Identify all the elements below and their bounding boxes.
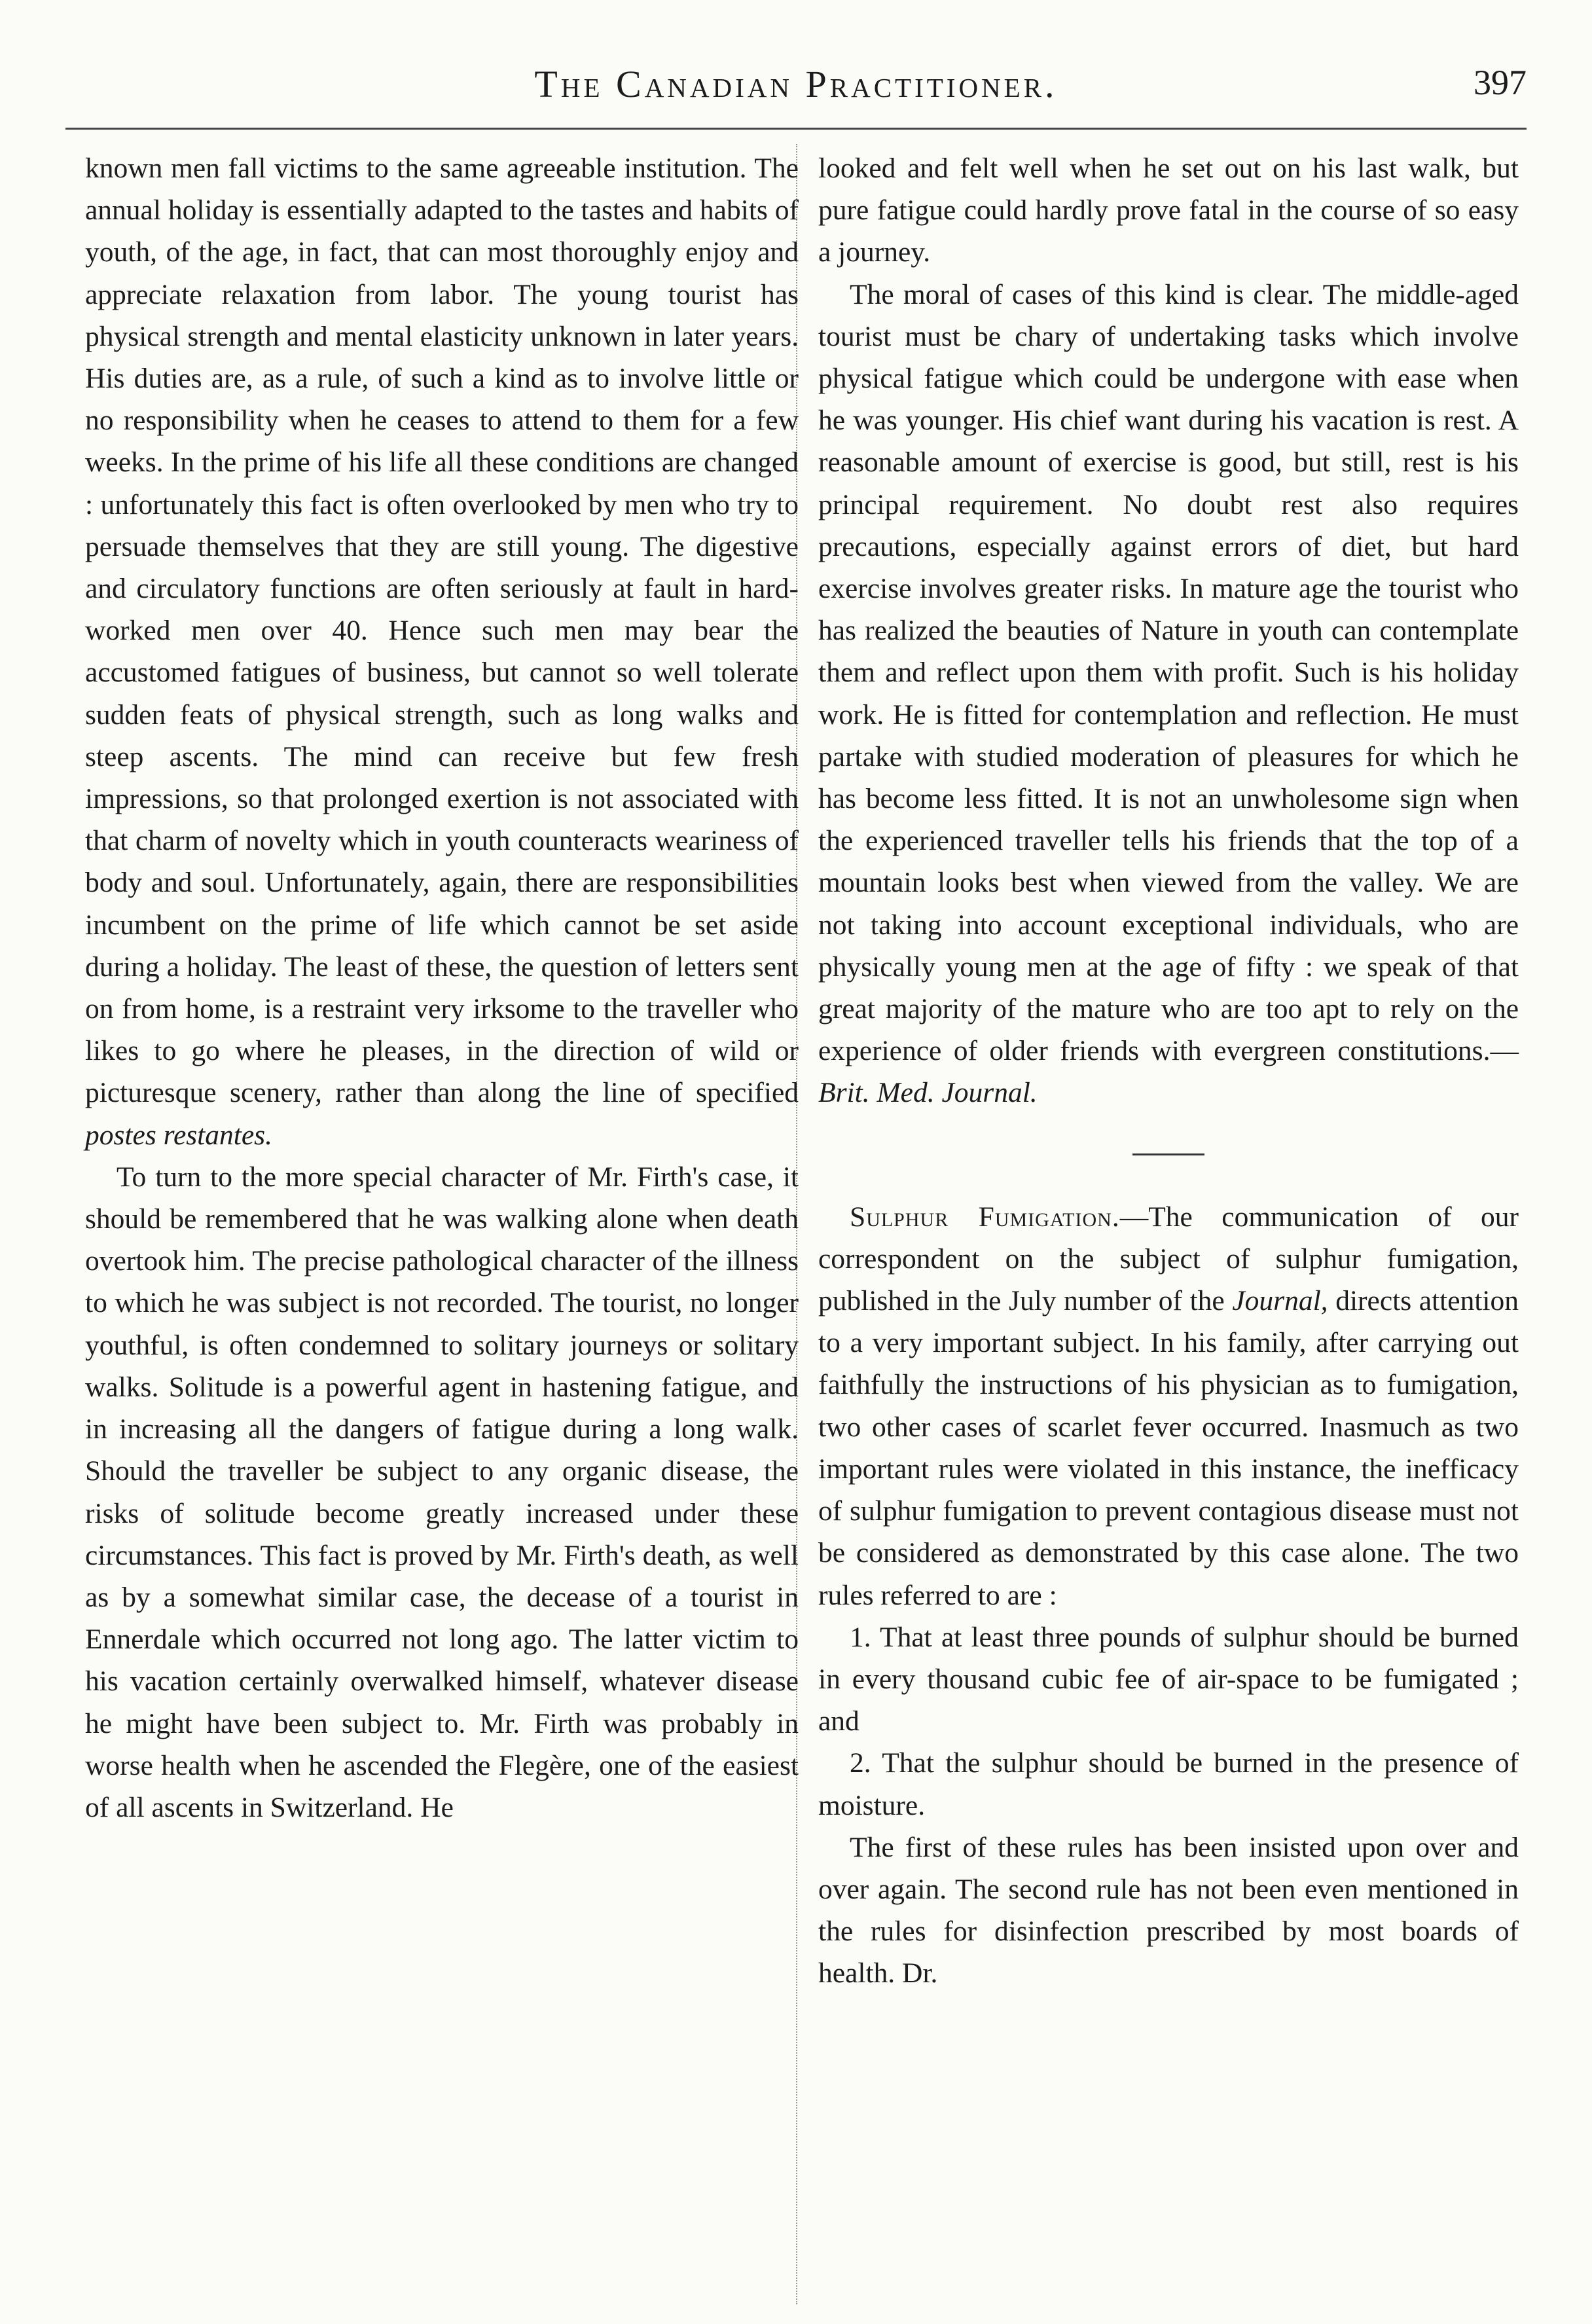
source-citation: Brit. Med. Journal.	[818, 1077, 1038, 1109]
right-continuation-paragraph: looked and felt well when he set out on his last walk, but pure fatigue could hardly prove fatal in the course of so easy a journey.	[818, 153, 1519, 268]
rules-list	[818, 1616, 1519, 1826]
journal-italic: Journal,	[1232, 1285, 1328, 1317]
page-header	[65, 56, 1527, 130]
rules-commentary-paragraph: The first of these rules has been insisted upon over and over again. The second rule has not been even mentioned in the rules for disinfection prescribed by most boards of health. Dr.	[818, 1831, 1519, 1989]
section-separator	[1132, 1153, 1204, 1155]
right-column	[818, 147, 1519, 1995]
sulphur-text-a: —The communication of our correspondent on the subject of sulphur fumigation, published in the July number of the	[818, 1201, 1519, 1317]
sulphur-text-b: directs attention to a very important subject. In his family, after carrying out faithfully the instructions of his physician as to fumigation, two other cases of scarlet fever occurred. Inasmuch as two important rules were violated in this instance, the inefficacy of sulphur fumigation to prevent contagious disease must not be considered as demonstrated by this case alone. The two rules referred to are :	[818, 1285, 1519, 1611]
sulphur-heading: Sulphur Fumigation.	[850, 1201, 1120, 1233]
moral-paragraph	[818, 274, 1519, 1114]
sulphur-paragraph	[818, 1196, 1519, 1616]
rule-item: 1. That at least three pounds of sulphur should be burned in every thousand cubic fee of air-space to be fumigated ; and	[818, 1621, 1519, 1737]
postes-restantes: postes restantes.	[85, 1119, 272, 1151]
left-column	[85, 147, 799, 1828]
moral-paragraph-text: The moral of cases of this kind is clear. The middle-aged tourist must be chary of undertaking tasks which involve physical fatigue which could be undergone with ease when he was younger. His chief want during his vacation is rest. A reasonable amount of exercise is good, but still, rest is his principal requirement. No doubt rest also requires precautions, especially against errors of diet, but hard exercise involves greater risks. In mature age the tourist who has realized the beauties of Nature in youth can contemplate them and reflect upon them with profit. Such is his holiday work. He is fitted for contemplation and reflection. He must partake with studied moderation of pleasures for which he has become less fitted. It is not an unwholesome sign when the experienced traveller tells his friends that the top of a mountain looks best when viewed from the valley. We are not taking into account exceptional individuals, who are physically young men at the age of fifty : we speak of that great majority of the mature who are too apt to rely on the experience of older friends with evergreen constitutions.—	[818, 278, 1519, 1067]
running-title: The Canadian Practitioner.	[534, 63, 1058, 105]
firth-case-paragraph: To turn to the more special character of Mr. Firth's case, it should be remembered that he was walking alone when death overtook him. The precise pathological character of the illness to which he was subject is not recorded. The tourist, no longer youthful, is often condemned to solitary journeys or solitary walks. Solitude is a powerful agent in hastening fatigue, and in increasing all the dangers of fatigue during a long walk. Should the traveller be subject to any organic disease, the risks of solitude become greatly increased under these circumstances. This fact is proved by Mr. Firth's death, as well as by a somewhat similar case, the decease of a tourist in Ennerdale which occurred not long ago. The latter victim to his vacation certainly overwalked himself, whatever disease he might have been subject to. Mr. Firth was probably in worse health when he ascended the Flegère, one of the easiest of all ascents in Switzerland. He	[85, 1161, 799, 1823]
holiday-paragraph-text: known men fall victims to the same agreeable institution. The annual holiday is essentially adapted to the tastes and habits of youth, of the age, in fact, that can most thoroughly enjoy and appreciate relaxation from labor. The young tourist has physical strength and mental elasticity unknown in later years. His duties are, as a rule, of such a kind as to involve little or no responsibility when he ceases to attend to them for a few weeks. In the prime of his life all these conditions are changed : unfortunately this fact is often overlooked by men who try to persuade themselves that they are still young. The digestive and circulatory functions are often seriously at fault in hard-worked men over 40. Hence such men may bear the accustomed fatigues of business, but cannot so well tolerate sudden feats of physical strength, such as long walks and steep ascents. The mind can receive but few fresh impressions, so that prolonged exertion is not associated with that charm of novelty which in youth counteracts weariness of body and soul. Unfortunately, again, there are responsibilities incumbent on the prime of life which cannot be set aside during a holiday. The least of these, the question of letters sent on from home, is a restraint very irksome to the traveller who likes to go where he pleases, in the direction of wild or picturesque scenery, rather than along the line of specified	[85, 153, 799, 1109]
rule-item: 2. That the sulphur should be burned in the presence of moisture.	[818, 1747, 1519, 1821]
page-number: 397	[1474, 63, 1527, 102]
holiday-paragraph-continued	[85, 147, 799, 1156]
